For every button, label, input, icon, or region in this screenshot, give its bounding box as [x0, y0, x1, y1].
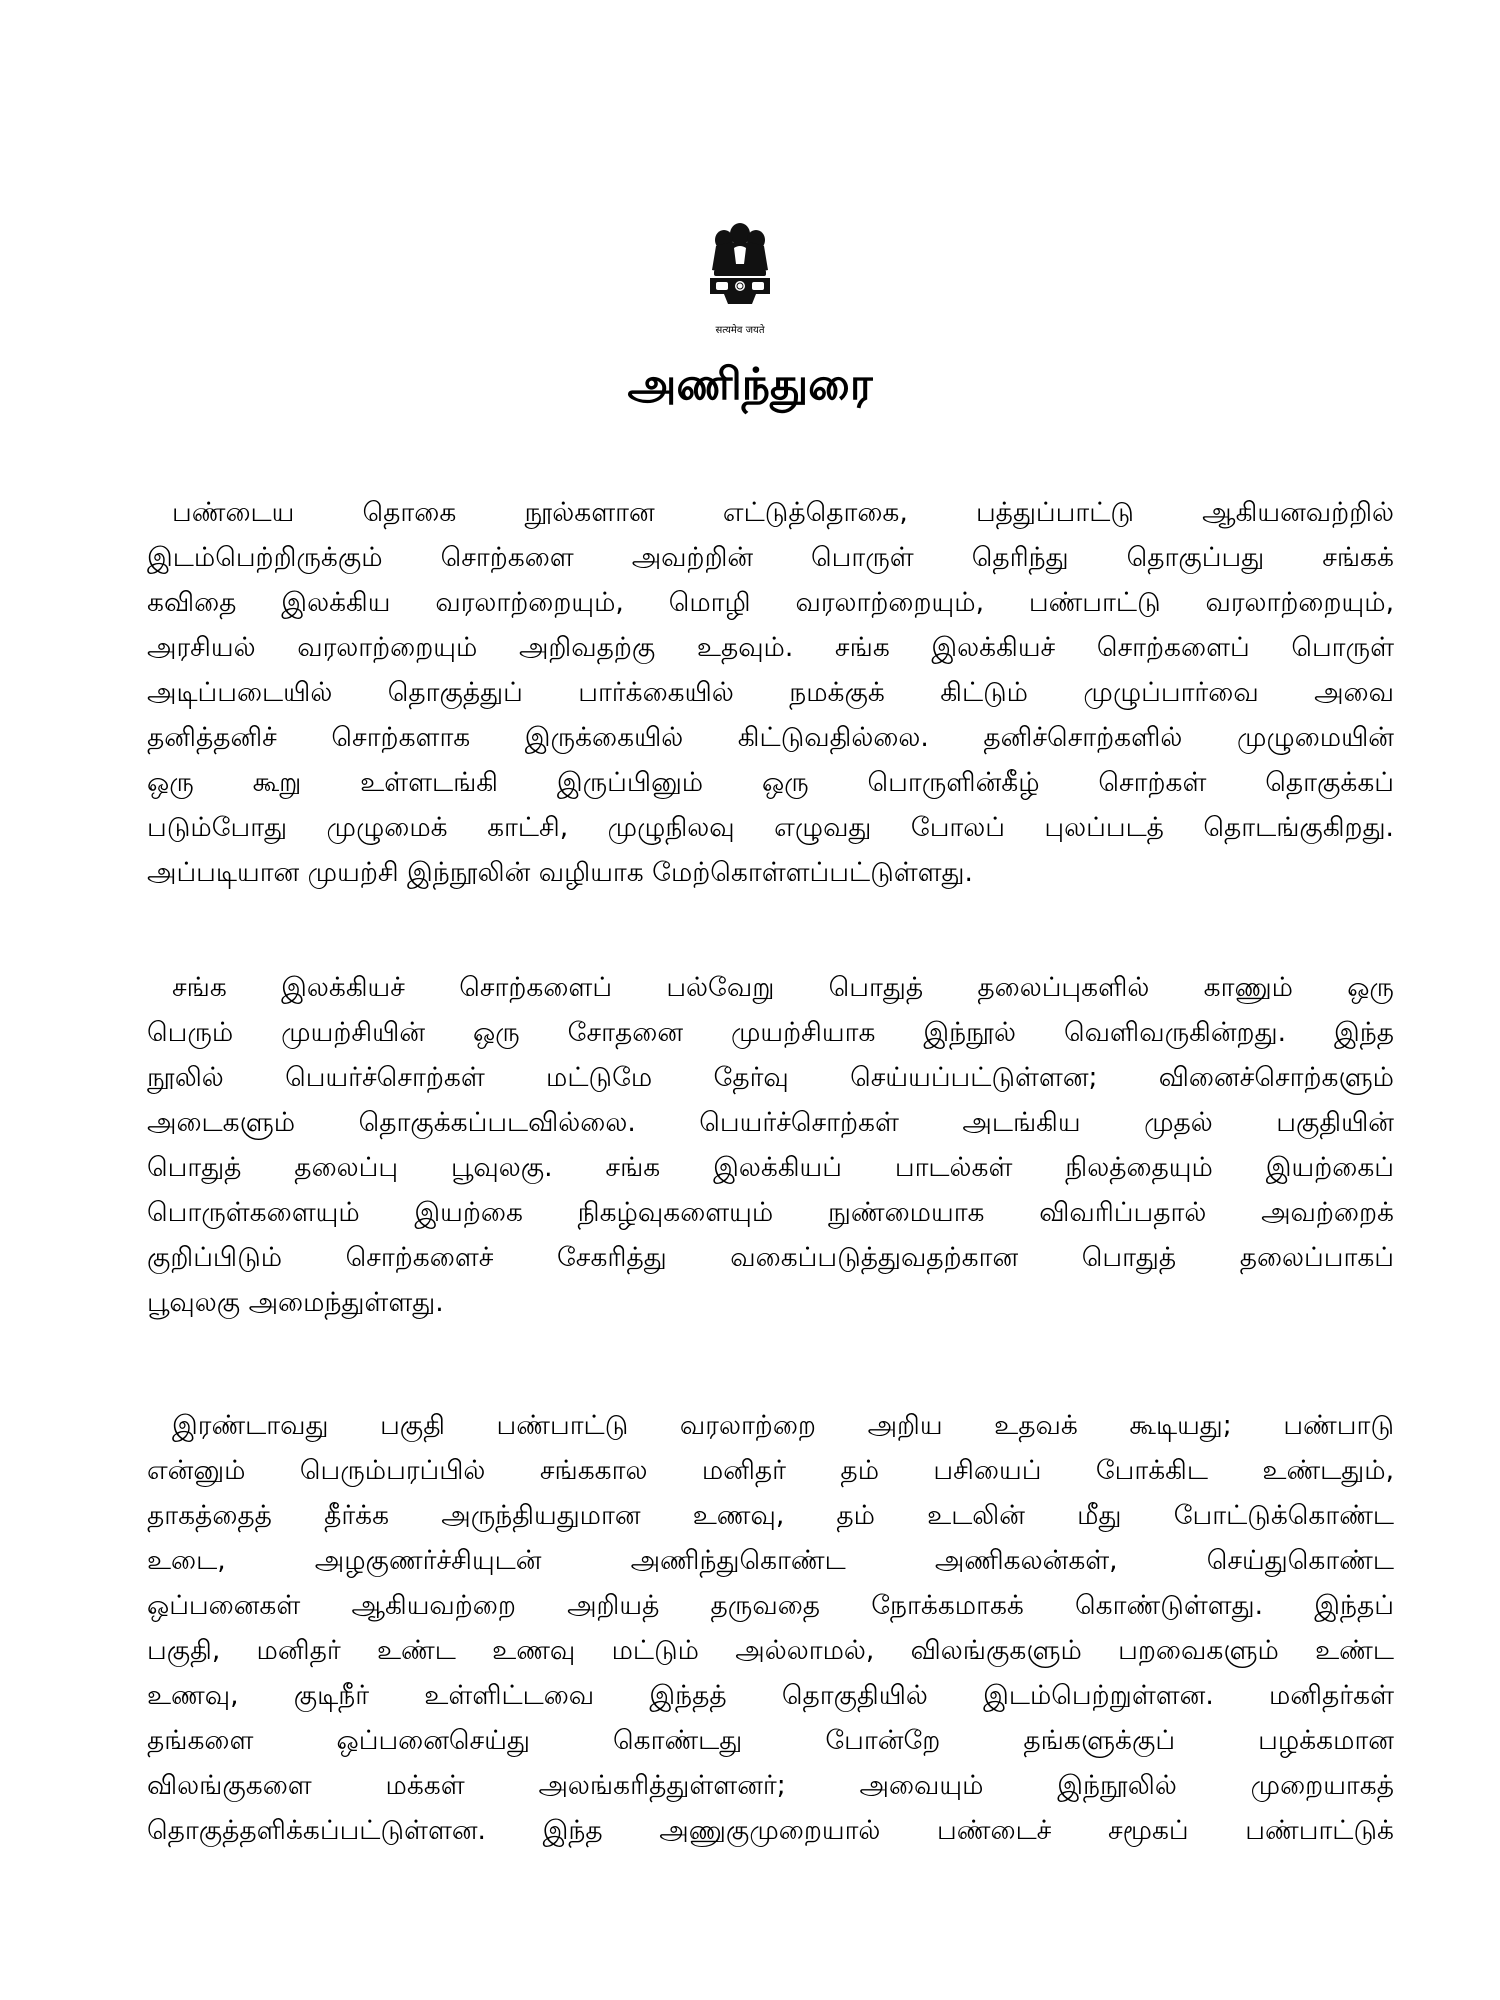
paragraph-line: ஒப்பனைகள் ஆகியவற்றை அறியத் தருவதை நோக்கமாகக் கொண்டுள்ளது. இந்தப்: [147, 1590, 1394, 1621]
paragraph-line: தாகத்தைத் தீர்க்க அருந்தியதுமான உணவு, தம் உடலின் மீது போட்டுக்கொண்ட: [147, 1500, 1394, 1531]
emblem-motto: सत्यमेव जयते: [715, 325, 765, 336]
paragraph-line: தனித்தனிச் சொற்களாக இருக்கையில் கிட்டுவதில்லை. தனிச்சொற்களில் முழுமையின்: [147, 722, 1394, 753]
paragraph-line: நூலில் பெயர்ச்சொற்கள் மட்டுமே தேர்வு செய்யப்பட்டுள்ளன; வினைச்சொற்களும்: [147, 1062, 1394, 1093]
paragraph-line: அரசியல் வரலாற்றையும் அறிவதற்கு உதவும். சங்க இலக்கியச் சொற்களைப் பொருள்: [147, 632, 1394, 663]
paragraph-line: பெரும் முயற்சியின் ஒரு சோதனை முயற்சியாக இந்நூல் வெளிவருகின்றது. இந்த: [147, 1017, 1394, 1048]
paragraph-line: பொருள்களையும் இயற்கை நிகழ்வுகளையும் நுண்மையாக விவரிப்பதால் அவற்றைக்: [147, 1197, 1394, 1228]
paragraph-line: அடிப்படையில் தொகுத்துப் பார்க்கையில் நமக்குக் கிட்டும் முழுப்பார்வை அவை: [147, 677, 1394, 708]
paragraph-line: உடை, அழகுணர்ச்சியுடன் அணிந்துகொண்ட அணிகலன்கள், செய்துகொண்ட: [147, 1545, 1394, 1576]
paragraph-line: தொகுத்தளிக்கப்பட்டுள்ளன. இந்த அணுகுமுறையால் பண்டைச் சமூகப் பண்பாட்டுக்: [147, 1815, 1394, 1846]
paragraph-line: இரண்டாவது பகுதி பண்பாட்டு வரலாற்றை அறிய உதவக் கூடியது; பண்பாடு: [172, 1410, 1394, 1441]
paragraph-line: என்னும் பெரும்பரப்பில் சங்ககால மனிதர் தம் பசியைப் போக்கிட உண்டதும்,: [147, 1455, 1394, 1486]
paragraph-line: தங்களை ஒப்பனைசெய்து கொண்டது போன்றே தங்களுக்குப் பழக்கமான: [147, 1725, 1394, 1756]
paragraph-line: இடம்பெற்றிருக்கும் சொற்களை அவற்றின் பொருள் தெரிந்து தொகுப்பது சங்கக்: [147, 542, 1394, 573]
paragraph-line: பூவுலகு அமைந்துள்ளது.: [147, 1287, 444, 1318]
paragraph-2: [147, 965, 1394, 1325]
national-emblem-icon: [694, 218, 786, 338]
paragraph-line: உணவு, குடிநீர் உள்ளிட்டவை இந்தத் தொகுதியில் இடம்பெற்றுள்ளன. மனிதர்கள்: [147, 1680, 1394, 1711]
paragraph-line: அப்படியான முயற்சி இந்நூலின் வழியாக மேற்கொள்ளப்பட்டுள்ளது.: [147, 857, 973, 888]
page-title: அணிந்துரை: [627, 359, 873, 410]
paragraph-line: பண்டைய தொகை நூல்களான எட்டுத்தொகை, பத்துப்பாட்டு ஆகியனவற்றில்: [172, 497, 1394, 528]
paragraph-line: அடைகளும் தொகுக்கப்படவில்லை. பெயர்ச்சொற்கள் அடங்கிய முதல் பகுதியின்: [147, 1107, 1394, 1138]
paragraph-line: பகுதி, மனிதர் உண்ட உணவு மட்டும் அல்லாமல், விலங்குகளும் பறவைகளும் உண்ட: [147, 1635, 1394, 1666]
paragraph-3: [147, 1403, 1394, 1853]
paragraph-line: பொதுத் தலைப்பு பூவுலகு. சங்க இலக்கியப் பாடல்கள் நிலத்தையும் இயற்கைப்: [147, 1152, 1394, 1183]
paragraph-1: [147, 490, 1394, 895]
paragraph-line: சங்க இலக்கியச் சொற்களைப் பல்வேறு பொதுத் தலைப்புகளில் காணும் ஒரு: [172, 972, 1394, 1003]
paragraph-line: ஒரு கூறு உள்ளடங்கி இருப்பினும் ஒரு பொருளின்கீழ் சொற்கள் தொகுக்கப்: [147, 767, 1394, 798]
paragraph-line: கவிதை இலக்கிய வரலாற்றையும், மொழி வரலாற்றையும், பண்பாட்டு வரலாற்றையும்,: [147, 587, 1394, 618]
paragraph-line: படும்போது முழுமைக் காட்சி, முழுநிலவு எழுவது போலப் புலப்படத் தொடங்குகிறது.: [147, 812, 1394, 843]
paragraph-line: விலங்குகளை மக்கள் அலங்கரித்துள்ளனர்; அவையும் இந்நூலில் முறையாகத்: [147, 1770, 1394, 1801]
paragraph-line: குறிப்பிடும் சொற்களைச் சேகரித்து வகைப்படுத்துவதற்கான பொதுத் தலைப்பாகப்: [147, 1242, 1394, 1273]
